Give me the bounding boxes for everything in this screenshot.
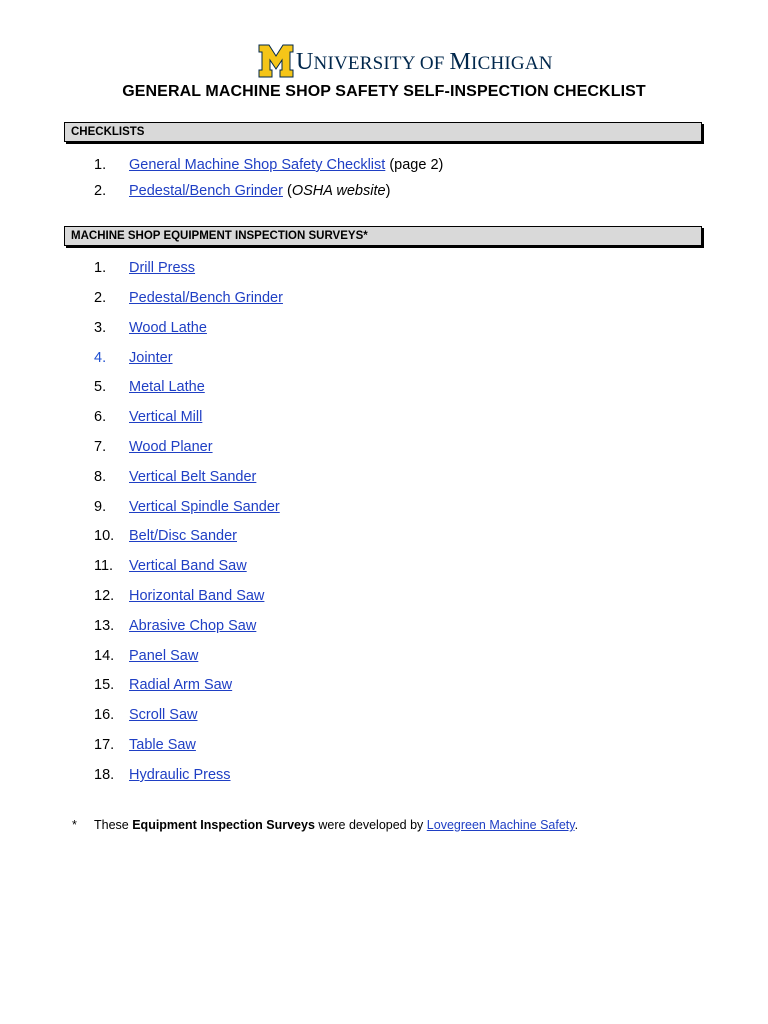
survey-link-radial-arm-saw[interactable]: Radial Arm Saw — [129, 677, 233, 693]
survey-link-hydraulic-press[interactable]: Hydraulic Press — [129, 767, 231, 783]
survey-link-metal-lathe[interactable]: Metal Lathe — [129, 379, 205, 395]
survey-link-drill-press[interactable]: Drill Press — [129, 260, 196, 276]
survey-link-vertical-belt-sander[interactable]: Vertical Belt Sander — [129, 469, 257, 485]
survey-link-wood-planer[interactable]: Wood Planer — [129, 439, 213, 455]
surveys-heading: MACHINE SHOP EQUIPMENT INSPECTION SURVEYS* — [64, 226, 702, 246]
survey-link-belt-disc-sander[interactable]: Belt/Disc Sander — [129, 528, 237, 544]
general-machine-shop-checklist-link[interactable]: General Machine Shop Safety Checklist — [129, 157, 386, 173]
bench-grinder-osha-link[interactable]: Pedestal/Bench Grinder — [129, 183, 283, 199]
block-m-icon — [258, 44, 294, 78]
survey-link-jointer[interactable]: Jointer — [129, 350, 173, 366]
survey-link-horizontal-band-saw[interactable]: Horizontal Band Saw — [129, 588, 265, 604]
survey-link-wood-lathe[interactable]: Wood Lathe — [129, 320, 207, 336]
survey-link-vertical-band-saw[interactable]: Vertical Band Saw — [129, 558, 247, 574]
university-logo — [258, 42, 553, 78]
survey-link-vertical-spindle-sander[interactable]: Vertical Spindle Sander — [129, 499, 280, 515]
checklists-heading: CHECKLISTS — [64, 122, 702, 142]
survey-link-panel-saw[interactable]: Panel Saw — [129, 648, 199, 664]
survey-link-scroll-saw[interactable]: Scroll Saw — [129, 707, 198, 723]
item-number: 1. — [94, 157, 107, 173]
footnote-asterisk: * — [72, 818, 77, 832]
item-number: 2. — [94, 183, 107, 199]
survey-link-bench-grinder[interactable]: Pedestal/Bench Grinder — [129, 290, 283, 306]
survey-link-vertical-mill[interactable]: Vertical Mill — [129, 409, 203, 425]
survey-link-abrasive-chop-saw[interactable]: Abrasive Chop Saw — [129, 618, 257, 634]
lovegreen-machine-safety-link[interactable]: Lovegreen Machine Safety — [426, 818, 575, 832]
page-title: GENERAL MACHINE SHOP SAFETY SELF-INSPECTION CHECKLIST — [122, 83, 646, 100]
survey-link-table-saw[interactable]: Table Saw — [129, 737, 196, 753]
logo-wordmark: UNIVERSITY OF MICHIGAN — [296, 49, 553, 75]
